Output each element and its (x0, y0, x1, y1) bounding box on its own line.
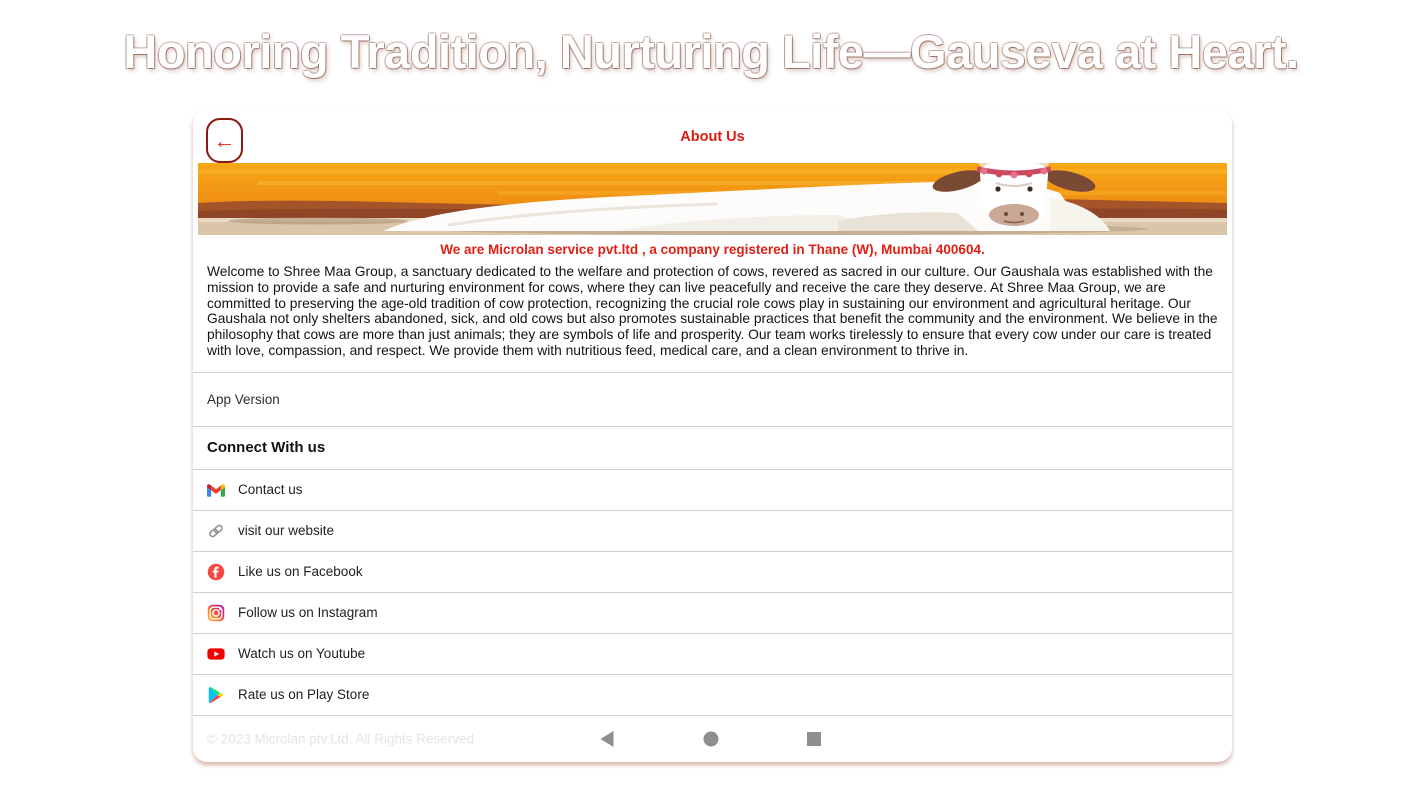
link-icon (207, 522, 225, 540)
android-back-icon[interactable] (601, 731, 614, 747)
instagram-label: Follow us on Instagram (238, 605, 378, 621)
website-label: visit our website (238, 523, 335, 539)
about-us-screen (193, 110, 1232, 762)
android-recents-icon[interactable] (807, 732, 821, 746)
app-footer (193, 715, 1232, 762)
about-paragraph: Welcome to Shree Maa Group, a sanctuary dedicated to the welfare and protection of cows, revered as sacred in our culture. Our Gaushala was established with the mission to provide a safe and nurturing environment for cows, where they can live peacefully and receive the care they deserve. At Shree Maa Group, we are committed to preserving the age-old tradition of cow protection, recognizing the crucial role cows play in sustaining our environment and agricultural heritage. Our Gaushala not only shelters abandoned, sick, and old cows but also promotes sustainable practices that benefit the community and the environment. We believe in the philosophy that cows are more than just animals; they are symbols of life and prosperity. Our team works tirelessly to ensure that every cow under our care is treated with love, compassion, and respect. We provide them with nutritious feed, medical care, and a clean environment to thrive in. (207, 264, 1218, 358)
page-title: About Us (680, 128, 745, 145)
copyright-text: © 2023 Microlan ptv.Ltd. All Rights Reserved (207, 731, 475, 747)
website-row[interactable] (193, 510, 1232, 551)
playstore-label: Rate us on Play Store (238, 687, 370, 703)
facebook-icon (207, 563, 225, 581)
youtube-row[interactable] (193, 633, 1232, 674)
android-home-icon[interactable] (704, 731, 719, 746)
cow-banner-image (198, 163, 1227, 235)
company-registration-line: We are Microlan service pvt.ltd , a company registered in Thane (W), Mumbai 400604. (440, 242, 985, 257)
youtube-label: Watch us on Youtube (238, 646, 366, 662)
promo-headline: Honoring Tradition, Nurturing Life—Gauseva at Heart. (123, 25, 1299, 78)
gmail-icon (207, 481, 225, 499)
app-version-row[interactable] (193, 372, 1232, 426)
cow-illustration (198, 163, 1227, 235)
contact-us-row[interactable] (193, 469, 1232, 510)
back-arrow-icon: ← (213, 127, 236, 153)
facebook-label: Like us on Facebook (238, 564, 363, 580)
youtube-icon (207, 645, 225, 663)
connect-with-us-header (193, 426, 1232, 469)
connect-with-us-label: Connect With us (207, 439, 326, 457)
facebook-row[interactable] (193, 551, 1232, 592)
app-header (193, 110, 1232, 163)
app-version-label: App Version (207, 391, 280, 407)
instagram-icon (207, 604, 225, 622)
instagram-row[interactable] (193, 592, 1232, 633)
playstore-row[interactable] (193, 674, 1232, 715)
playstore-icon (207, 686, 225, 704)
contact-us-label: Contact us (238, 482, 303, 498)
